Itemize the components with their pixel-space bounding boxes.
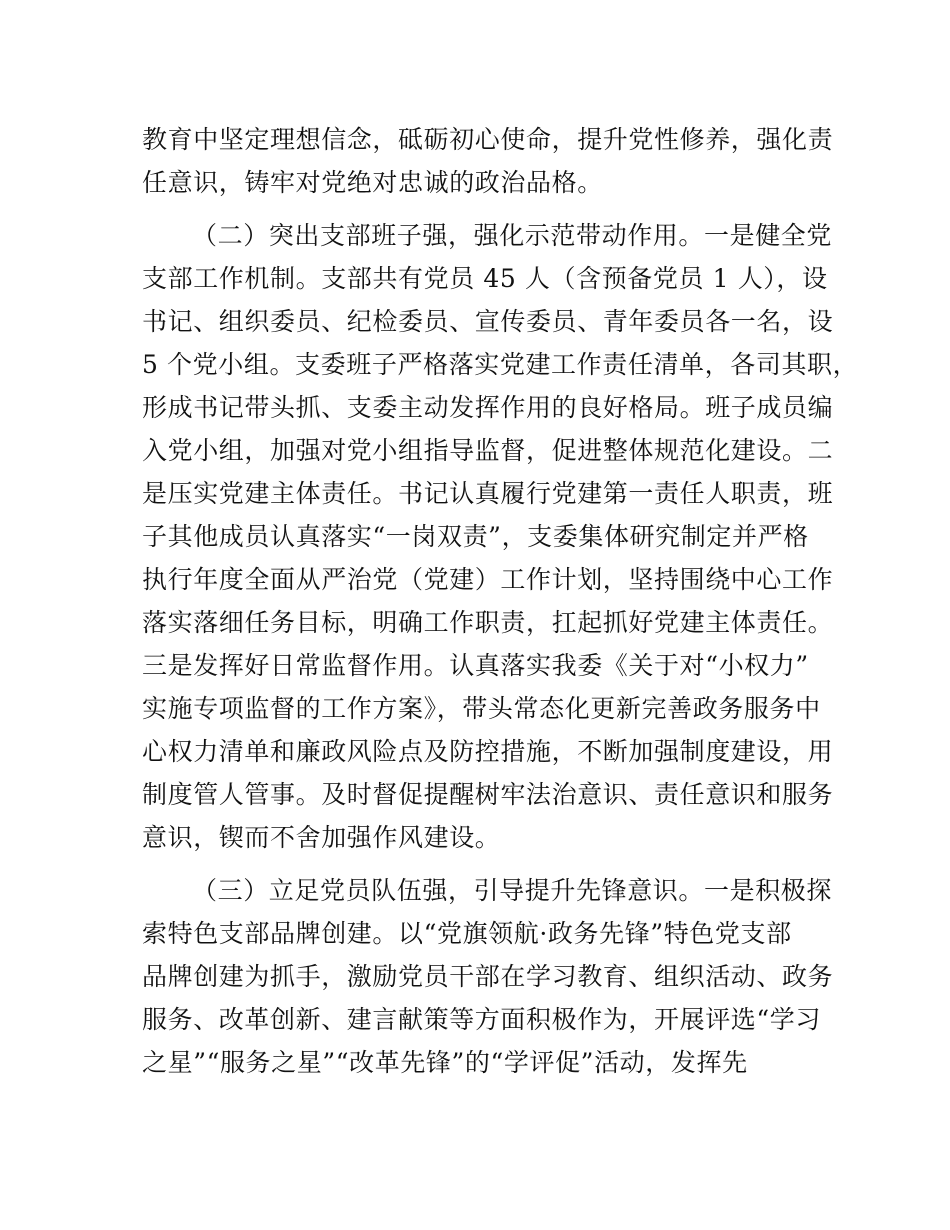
paragraph-line: 服务、改革创新、建言献策等方面积极作为，开展评选“学习 (142, 1005, 821, 1034)
paragraph-line: 制度管人管事。及时督促提醒树牢法治意识、责任意识和服务 (142, 780, 834, 809)
paragraph-2 (142, 221, 859, 871)
paragraph-line: 入党小组，加强对党小组指导监督，促进整体规范化建设。二 (142, 436, 834, 465)
paragraph-line: 书记、组织委员、纪检委员、宣传委员、青年委员各一名，设 (142, 307, 834, 336)
paragraph-line: 落实落细任务目标，明确工作职责，扛起抓好党建主体责任。 (142, 608, 834, 637)
paragraph-line: 意识，锲而不舍加强作风建设。 (142, 823, 501, 852)
paragraph-3 (142, 876, 834, 1096)
paragraph-line: 之星”“服务之星”“改革先锋”的“学评促”活动，发挥先 (142, 1048, 748, 1077)
paragraph-line: 教育中坚定理想信念，砥砺初心使命，提升党性修养，强化责 (142, 125, 834, 154)
paragraph-line: 执行年度全面从严治党（党建）工作计划，坚持围绕中心工作 (142, 565, 834, 594)
paragraph-line: 是压实党建主体责任。书记认真履行党建第一责任人职责，班 (142, 479, 834, 508)
paragraph-line: 任意识，铸牢对党绝对忠诚的政治品格。 (142, 168, 603, 197)
paragraph-1 (142, 125, 834, 197)
paragraph-line: 三是发挥好日常监督作用。认真落实我委《关于对“小权力” (142, 651, 809, 680)
paragraph-line: 子其他成员认真落实“一岗双责”，支委集体研究制定并严格 (142, 522, 809, 551)
paragraph-line: （三）立足党员队伍强，引导提升先锋意识。一是积极探 (192, 876, 833, 905)
paragraph-line: 心权力清单和廉政风险点及防控措施，不断加强制度建设，用 (142, 737, 834, 766)
paragraph-line: 品牌创建为抓手，激励党员干部在学习教育、组织活动、政务 (142, 962, 834, 991)
paragraph-line: 形成书记带头抓、支委主动发挥作用的良好格局。班子成员编 (142, 393, 834, 422)
paragraph-line: 5 个党小组。支委班子严格落实党建工作责任清单，各司其职， (142, 350, 859, 379)
paragraph-line: 支部工作机制。支部共有党员 45 人（含预备党员 1 人），设 (142, 264, 828, 293)
paragraph-line: （二）突出支部班子强，强化示范带动作用。一是健全党 (192, 221, 833, 250)
paragraph-line: 索特色支部品牌创建。以“党旗领航·政务先锋”特色党支部 (142, 919, 792, 948)
paragraph-line: 实施专项监督的工作方案》，带头常态化更新完善政务服务中 (142, 694, 821, 723)
